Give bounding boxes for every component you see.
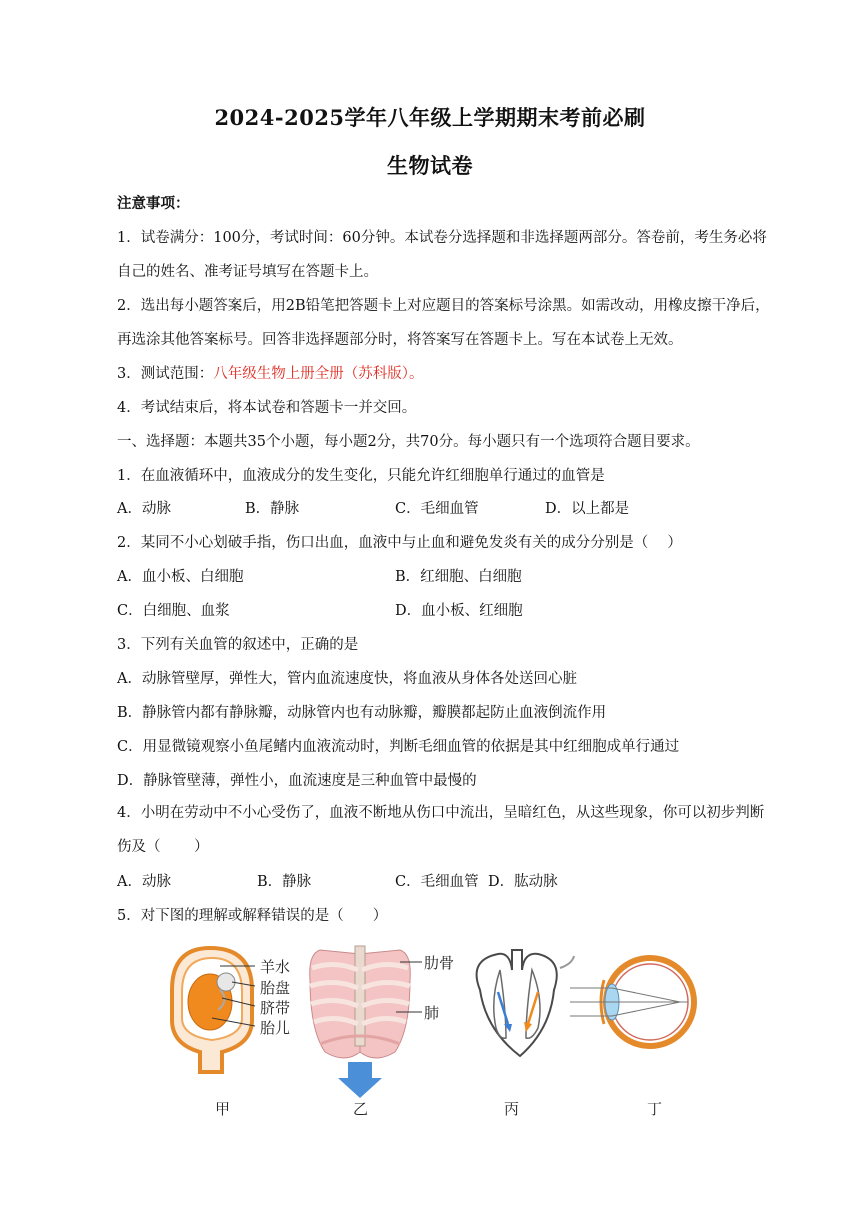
uterus-fetus-illustration [172,948,255,1072]
caption-yi: 乙 [353,1100,369,1118]
notice-item-4: 4．考试结束后，将本试卷和答题卡一并交回。 [117,400,417,416]
question-4-stem-cont: 伤及（ ） [117,839,209,855]
question-3-stem: 3．下列有关血管的叙述中，正确的是 [117,637,359,653]
q4-option-c[interactable]: C．毛细血管 [395,874,479,890]
question-5-stem: 5．对下图的理解或解释错误的是（ ） [117,908,388,924]
q1-option-a[interactable]: A．动脉 [117,501,171,517]
caption-ding: 丁 [647,1100,663,1118]
q4-option-b[interactable]: B．静脉 [257,874,312,890]
notice-item-1a: 1．试卷满分：100分，考试时间：60分钟。本试卷分选择题和非选择题两部分。答卷前，考生务必将 [117,230,767,246]
q3-option-b[interactable]: B．静脉管内都有静脉瓣，动脉管内也有动脉瓣，瓣膜都起防止血液倒流作用 [117,705,607,721]
label-amniotic-fluid: 羊水 [260,958,291,976]
page-subtitle: 生物试卷 [387,153,473,178]
label-lungs: 肺 [424,1004,440,1022]
q3-option-d[interactable]: D．静脉管壁薄，弹性小，血流速度是三种血管中最慢的 [117,773,477,789]
notice-item-2a: 2．选出每小题答案后，用2B铅笔把答题卡上对应题目的答案标号涂黑。如需改动，用橡皮擦干净后， [117,298,770,314]
q4-option-d[interactable]: D．肱动脉 [488,874,558,890]
page-title: 2024-2025学年八年级上学期期末考前必刷 [214,105,646,130]
heart-section-illustration [477,950,574,1056]
scope-value: 八年级生物上册全册（苏科版）。 [213,366,424,382]
question-5-figure [160,940,700,1120]
q2-option-c[interactable]: C．白细胞、血浆 [117,603,230,619]
caption-jia: 甲 [215,1100,231,1118]
ribcage-lungs-illustration [310,946,422,1098]
q3-option-a[interactable]: A．动脉管壁厚，弹性大，管内血流速度快，将血液从身体各处送回心脏 [117,671,577,687]
notice-item-2b: 再选涂其他答案标号。回答非选择题部分时，将答案写在答题卡上。写在本试卷上无效。 [117,332,683,348]
q4-option-a[interactable]: A．动脉 [117,874,171,890]
q3-option-c[interactable]: C．用显微镜观察小鱼尾鳍内血液流动时，判断毛细血管的依据是其中红细胞成单行通过 [117,739,680,755]
scope-prefix: 3．测试范围： [117,366,214,382]
q1-option-c[interactable]: C．毛细血管 [395,501,479,517]
q1-option-d[interactable]: D．以上都是 [545,501,630,517]
notice-item-3 [117,362,423,383]
question-2-stem: 2．某同不小心划破手指，伤口出血，血液中与止血和避免发炎有关的成分分别是（ ） [117,535,682,551]
caption-bing: 丙 [504,1100,520,1118]
q1-option-b[interactable]: B．静脉 [245,501,300,517]
label-placenta: 胎盘 [260,979,291,997]
q2-option-a[interactable]: A．血小板、白细胞 [117,569,244,585]
notice-item-1b: 自己的姓名、准考证号填写在答题卡上。 [117,264,378,280]
label-ribs: 肋骨 [424,954,455,972]
label-fetus: 胎儿 [260,1019,291,1037]
notice-heading: 注意事项： [117,195,190,212]
question-1-stem: 1．在血液循环中，血液成分的发生变化，只能允许红细胞单行通过的血管是 [117,468,605,484]
q2-option-d[interactable]: D．血小板、红细胞 [395,603,523,619]
q2-option-b[interactable]: B．红细胞、白细胞 [395,569,522,585]
section-heading: 一、选择题：本题共35个小题，每小题2分，共70分。每小题只有一个选项符合题目要求。 [117,434,700,450]
eyeball-illustration [570,958,694,1046]
label-umbilical-cord: 脐带 [260,999,291,1017]
question-4-stem: 4．小明在劳动中不小心受伤了，血液不断地从伤口中流出，呈暗红色，从这些现象，你可以初步判断 [117,805,765,821]
